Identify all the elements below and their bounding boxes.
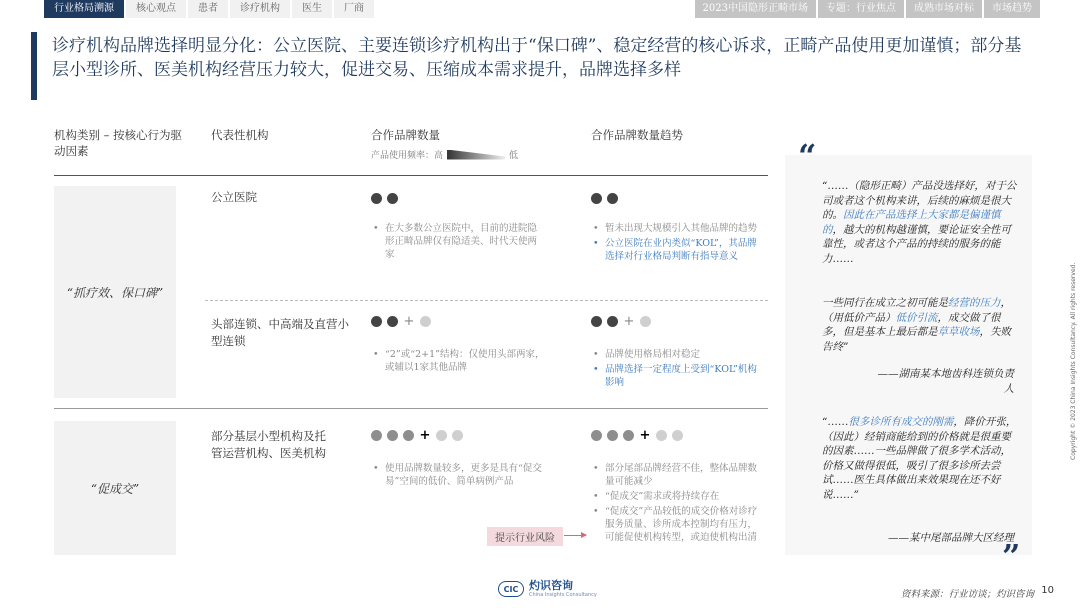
nav-tab-structure[interactable]: 行业格局溯源 <box>44 0 124 18</box>
dot-low <box>436 430 447 441</box>
brand-count-dots <box>371 316 431 327</box>
bullet-item: • 部分尾部品牌经营不佳，整体品牌数量可能减少 <box>591 462 761 488</box>
industry-risk-tag: 提示行业风险 <box>487 527 563 546</box>
org-small-clinics: 部分基层小型机构及托管运营机构、医美机构 <box>211 429 326 460</box>
risk-arrow-icon <box>564 535 586 536</box>
dot-high <box>591 316 602 327</box>
dot-high <box>607 193 618 204</box>
brand-trend-dots <box>591 430 683 441</box>
dot-mid <box>623 430 634 441</box>
bullet-item-highlight: • 公立医院在业内类似“KOL”，其品牌选择对行业格局判断有指导意义 <box>591 237 761 263</box>
plus-icon: + <box>419 428 431 443</box>
quote-highlight: 因此在产品选择上大家都是偏谨慎的 <box>822 209 1001 236</box>
quote-2-attribution: ——湖南某本地齿科连锁负责人 <box>877 368 1014 395</box>
logo-subtitle: China Insights Consultancy <box>529 592 597 598</box>
quote-highlight: 低价引流 <box>895 311 938 324</box>
bullet-item: • “促成交”需求或将持续存在 <box>591 490 761 503</box>
header-count: 合作品牌数量 <box>371 128 440 142</box>
quote-text: ，降价开张，（因此）经销商能给到的价格就是很重要的因素……一些品牌做了很多学术活动，价格又做得很低，吸引了很多诊所去尝试……医生具体做出来效果现在还不好说……” <box>822 416 1017 501</box>
dot-mid <box>403 430 414 441</box>
section-nav <box>44 0 374 18</box>
nav-tab-patients[interactable]: 患者 <box>188 0 228 18</box>
nav-tab-benchmark[interactable]: 成熟市场对标 <box>906 0 982 18</box>
quote-highlight: 很多诊所有成交的刚需 <box>848 416 954 428</box>
nav-tab-core-views[interactable]: 核心观点 <box>126 0 186 18</box>
trend-notes-row2 <box>591 348 761 391</box>
dot-low <box>672 430 683 441</box>
plus-icon: + <box>623 314 635 329</box>
dot-high <box>371 316 382 327</box>
quote-text: ，成交做了很多，但是基本上最后都是 <box>822 311 1001 338</box>
quote-text: “……（隐形正畸）产品没选择好，对于公司或者这个机构来讲，后续的麻烦是很大的。 <box>822 180 1017 221</box>
dot-low <box>452 430 463 441</box>
header-category: 机构类别 – 按核心行为驱动因素 <box>54 128 183 158</box>
trend-notes-row1 <box>591 222 761 265</box>
logo-name: 灼识咨询 <box>529 579 573 592</box>
count-notes-row1 <box>371 222 546 263</box>
table-divider <box>54 175 768 176</box>
header-trend: 合作品牌数量趋势 <box>591 128 683 142</box>
frequency-label: 产品使用频率：高 <box>371 151 444 161</box>
copyright-note: Copyright © 2023 China Insights Consultancy. All rights reserved. <box>1070 262 1077 460</box>
title-accent-bar <box>31 32 37 100</box>
count-notes-row2 <box>371 348 546 376</box>
count-notes-row3 <box>371 462 546 490</box>
group-divider <box>54 408 768 409</box>
open-quote-icon: “ <box>798 137 817 175</box>
quote-highlight: 草草收场 <box>937 326 980 338</box>
nav-tab-market-2023[interactable]: 2023中国隐形正畸市场 <box>695 0 816 18</box>
dot-high <box>607 316 618 327</box>
quote-3 <box>822 415 1017 502</box>
quote-3-attribution: ——某中尾部品牌大区经理 <box>888 532 1014 544</box>
page-title: 诊疗机构品牌选择明显分化：公立医院、主要连锁诊疗机构出于“保口碑”、稳定经营的核心诉求，正畸产品使用更加谨慎；部分基层小型诊所、医美机构经营压力较大，促进交易、压缩成本需求提升，品牌选择多样 <box>52 36 1022 80</box>
dot-mid <box>591 430 602 441</box>
bullet-item: • “促成交”产品较低的成交价格对诊疗服务质量、诊所成本控制均有压力，可能促使机构转型，或迫使机构出清 <box>591 505 761 544</box>
dot-high <box>371 193 382 204</box>
trend-notes-row3 <box>591 462 761 546</box>
group-conversion: “促成交” <box>54 421 176 555</box>
quote-text: 一些同行在成立之初可能是 <box>822 297 948 309</box>
cic-logo-icon: CIC <box>498 581 524 597</box>
row-divider <box>205 300 768 301</box>
chapter-nav <box>695 0 1040 18</box>
page-number: 10 <box>1041 585 1054 596</box>
bullet-item: • 品牌使用格局相对稳定 <box>591 348 761 361</box>
bullet-item: • 暂未出现大规模引入其他品牌的趋势 <box>591 222 761 235</box>
nav-tab-doctors[interactable]: 医生 <box>292 0 332 18</box>
nav-tab-clinics[interactable]: 诊疗机构 <box>230 0 290 18</box>
quote-2 <box>822 296 1017 354</box>
dot-mid <box>371 430 382 441</box>
quote-text: ，（用低价产品） <box>822 297 1011 324</box>
brand-count-dots <box>371 193 398 204</box>
frequency-gradient <box>447 150 505 160</box>
source-note: 资料来源：行业访谈；灼识咨询 <box>900 589 1034 600</box>
bullet-item-highlight: • 品牌选择一定程度上受到“KOL”机构影响 <box>591 363 761 389</box>
plus-icon: + <box>403 314 415 329</box>
brand-count-dots <box>371 430 463 441</box>
nav-tab-trends[interactable]: 市场趋势 <box>984 0 1040 18</box>
org-top-chains: 头部连锁、中高端及直营小型连锁 <box>211 317 349 348</box>
brand-trend-dots <box>591 316 651 327</box>
dot-low <box>640 316 651 327</box>
dot-low <box>656 430 667 441</box>
dot-high <box>387 193 398 204</box>
nav-tab-manufacturers[interactable]: 厂商 <box>334 0 374 18</box>
bullet-item: • 在大多数公立医院中，目前的进院隐形正畸品牌仅有隐适美、时代天使两家 <box>371 222 546 261</box>
quote-text: ，失败告终” <box>822 326 1011 353</box>
bullet-item: • 使用品牌数量较多，更多是具有“促交易”空间的低价、简单病例产品 <box>371 462 546 488</box>
frequency-legend <box>371 148 518 161</box>
brand-trend-dots <box>591 193 618 204</box>
group-quality: “抓疗效、保口碑” <box>54 186 176 398</box>
dot-mid <box>607 430 618 441</box>
bullet-item: • “2”或“2+1”结构：仅使用头部两家，或辅以1家其他品牌 <box>371 348 546 374</box>
dot-mid <box>387 430 398 441</box>
frequency-low-label: 低 <box>509 151 519 161</box>
dot-low <box>420 316 431 327</box>
dot-high <box>591 193 602 204</box>
close-quote-icon: ” <box>1002 537 1021 575</box>
quote-text: ，越大的机构越谨慎，要论证安全性可靠性，或者这个产品的持续的服务的能力…… <box>822 223 1011 265</box>
dot-high <box>387 316 398 327</box>
company-logo <box>498 580 597 598</box>
quote-1 <box>822 179 1017 266</box>
nav-tab-special-topic[interactable]: 专题：行业焦点 <box>818 0 904 18</box>
header-org: 代表性机构 <box>211 128 269 142</box>
plus-icon: + <box>639 428 651 443</box>
org-public-hospital: 公立医院 <box>211 190 257 204</box>
quote-highlight: 经营的压力 <box>948 297 1001 309</box>
quote-text: “…… <box>822 416 849 428</box>
